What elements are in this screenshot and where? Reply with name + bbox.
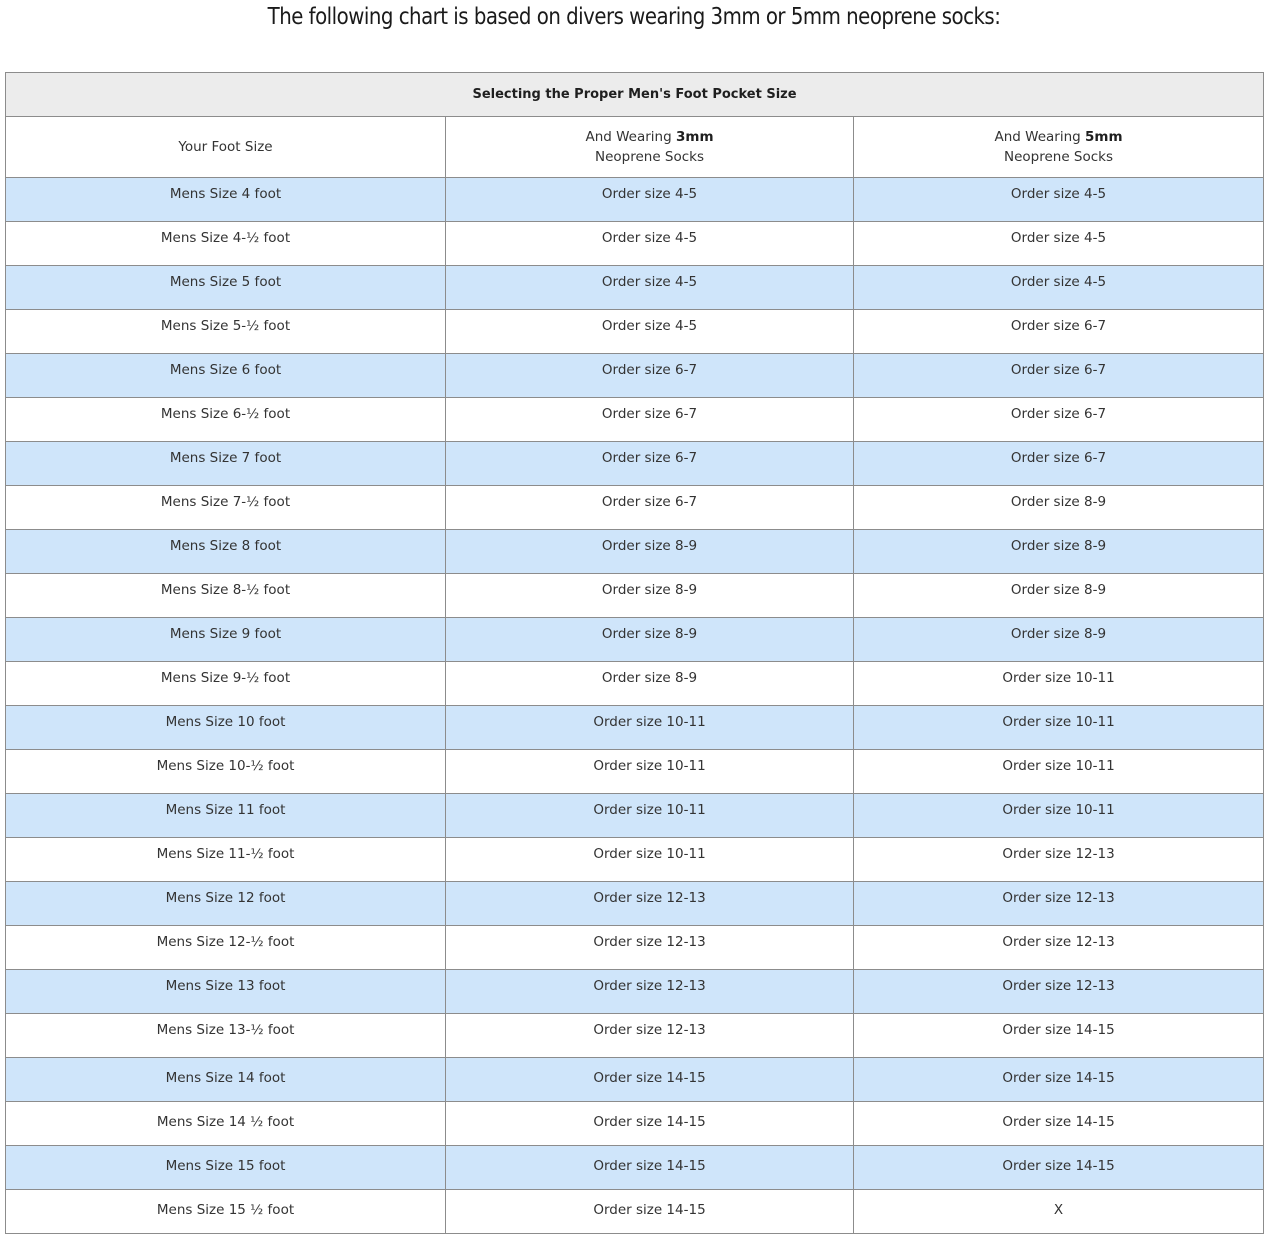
foot-size-cell-text: Mens Size 6-½ foot	[160, 405, 291, 422]
foot-size-cell	[6, 574, 446, 618]
foot-size-cell	[6, 530, 446, 574]
order-3mm-cell-text: Order size 6-7	[601, 361, 698, 378]
order-3mm-cell-text: Order size 6-7	[601, 449, 698, 466]
order-5mm-cell	[854, 1146, 1264, 1190]
order-5mm-cell-text: Order size 12-13	[1002, 845, 1115, 862]
order-3mm-cell	[446, 222, 854, 266]
foot-size-cell	[6, 310, 446, 354]
order-3mm-cell	[446, 970, 854, 1014]
order-3mm-cell-text: Order size 12-13	[593, 1021, 706, 1038]
foot-size-cell-text: Mens Size 11 foot	[165, 801, 286, 818]
table-row	[6, 442, 1264, 486]
order-5mm-cell	[854, 706, 1264, 750]
foot-size-cell-text: Mens Size 15 ½ foot	[156, 1201, 295, 1218]
order-5mm-cell-text: Order size 14-15	[1002, 1113, 1115, 1130]
order-3mm-cell	[446, 178, 854, 222]
order-5mm-cell-text: Order size 6-7	[1010, 449, 1107, 466]
order-5mm-cell	[854, 354, 1264, 398]
order-3mm-cell-text: Order size 14-15	[593, 1201, 706, 1218]
order-5mm-cell	[854, 398, 1264, 442]
foot-size-cell-text: Mens Size 7-½ foot	[160, 493, 291, 510]
order-3mm-cell-text: Order size 10-11	[593, 713, 706, 730]
order-3mm-cell	[446, 442, 854, 486]
order-3mm-cell	[446, 662, 854, 706]
table-row	[6, 794, 1264, 838]
table-body	[6, 178, 1264, 1234]
foot-size-cell-text: Mens Size 15 foot	[165, 1157, 286, 1174]
header-3mm-bold: 3mm	[675, 129, 714, 145]
foot-size-cell-text: Mens Size 4 foot	[169, 185, 282, 202]
foot-size-cell-text: Mens Size 13 foot	[165, 977, 286, 994]
order-5mm-cell-text: Order size 14-15	[1002, 1069, 1115, 1086]
foot-size-cell	[6, 1058, 446, 1102]
order-3mm-cell	[446, 1014, 854, 1058]
foot-size-cell-text: Mens Size 9 foot	[169, 625, 282, 642]
order-5mm-cell-text: Order size 6-7	[1010, 317, 1107, 334]
header-3mm-socks	[446, 117, 854, 178]
table-row	[6, 1146, 1264, 1190]
header-5mm-prefix: And Wearing	[994, 129, 1085, 145]
order-3mm-cell-text: Order size 6-7	[601, 493, 698, 510]
foot-size-cell	[6, 442, 446, 486]
order-3mm-cell	[446, 618, 854, 662]
order-3mm-cell	[446, 794, 854, 838]
foot-size-cell-text: Mens Size 13-½ foot	[156, 1021, 295, 1038]
order-5mm-cell	[854, 794, 1264, 838]
table-row	[6, 354, 1264, 398]
order-3mm-cell-text: Order size 8-9	[601, 669, 698, 686]
table-row	[6, 398, 1264, 442]
foot-size-cell	[6, 662, 446, 706]
foot-size-cell-text: Mens Size 9-½ foot	[160, 669, 291, 686]
table-row	[6, 618, 1264, 662]
order-3mm-cell	[446, 1058, 854, 1102]
foot-size-cell-text: Mens Size 12 foot	[165, 889, 286, 906]
foot-size-cell-text: Mens Size 8-½ foot	[160, 581, 291, 598]
table-row	[6, 1102, 1264, 1146]
foot-size-cell	[6, 486, 446, 530]
order-5mm-cell-text: Order size 8-9	[1010, 625, 1107, 642]
order-3mm-cell	[446, 1190, 854, 1234]
foot-size-cell	[6, 1190, 446, 1234]
table-row	[6, 574, 1264, 618]
foot-size-cell	[6, 398, 446, 442]
foot-size-cell	[6, 794, 446, 838]
foot-size-cell-text: Mens Size 14 foot	[165, 1069, 286, 1086]
order-3mm-cell	[446, 310, 854, 354]
foot-size-cell	[6, 1102, 446, 1146]
foot-size-cell-text: Mens Size 14 ½ foot	[156, 1113, 295, 1130]
order-5mm-cell	[854, 222, 1264, 266]
order-3mm-cell-text: Order size 12-13	[593, 977, 706, 994]
order-3mm-cell	[446, 882, 854, 926]
foot-size-cell	[6, 750, 446, 794]
order-5mm-cell	[854, 442, 1264, 486]
order-3mm-cell-text: Order size 10-11	[593, 801, 706, 818]
table-row	[6, 926, 1264, 970]
order-5mm-cell-text: Order size 10-11	[1002, 801, 1115, 818]
order-5mm-cell-text: Order size 12-13	[1002, 889, 1115, 906]
order-5mm-cell-text: Order size 4-5	[1010, 273, 1107, 290]
order-3mm-cell	[446, 266, 854, 310]
foot-size-cell-text: Mens Size 5 foot	[169, 273, 282, 290]
order-3mm-cell-text: Order size 10-11	[593, 757, 706, 774]
foot-size-cell-text: Mens Size 10 foot	[165, 713, 286, 730]
order-5mm-cell-text: Order size 6-7	[1010, 405, 1107, 422]
foot-size-cell	[6, 178, 446, 222]
table-row	[6, 706, 1264, 750]
order-5mm-cell	[854, 178, 1264, 222]
order-5mm-cell-text: Order size 4-5	[1010, 185, 1107, 202]
order-3mm-cell-text: Order size 4-5	[601, 317, 698, 334]
table-row	[6, 970, 1264, 1014]
foot-size-cell-text: Mens Size 5-½ foot	[160, 317, 291, 334]
order-3mm-cell-text: Order size 14-15	[593, 1113, 706, 1130]
order-5mm-cell-text: Order size 6-7	[1010, 361, 1107, 378]
header-5mm-socks	[854, 117, 1264, 178]
order-3mm-cell-text: Order size 10-11	[593, 845, 706, 862]
foot-size-cell-text: Mens Size 8 foot	[169, 537, 282, 554]
order-5mm-cell	[854, 662, 1264, 706]
table-row	[6, 530, 1264, 574]
order-3mm-cell	[446, 926, 854, 970]
order-3mm-cell-text: Order size 8-9	[601, 537, 698, 554]
order-5mm-cell	[854, 882, 1264, 926]
order-3mm-cell-text: Order size 8-9	[601, 625, 698, 642]
foot-size-cell	[6, 882, 446, 926]
table-header-row	[6, 117, 1264, 178]
order-5mm-cell	[854, 926, 1264, 970]
order-3mm-cell	[446, 1146, 854, 1190]
header-5mm-bold: 5mm	[1085, 129, 1123, 145]
foot-size-cell-text: Mens Size 6 foot	[169, 361, 282, 378]
foot-size-cell	[6, 926, 446, 970]
order-5mm-cell	[854, 1014, 1264, 1058]
order-3mm-cell	[446, 530, 854, 574]
foot-size-cell-text: Mens Size 4-½ foot	[160, 229, 291, 246]
order-5mm-cell-text: X	[1053, 1201, 1064, 1218]
table-row	[6, 222, 1264, 266]
order-5mm-cell	[854, 530, 1264, 574]
order-5mm-cell-text: Order size 4-5	[1010, 229, 1107, 246]
table-row	[6, 1014, 1264, 1058]
foot-size-cell	[6, 222, 446, 266]
order-5mm-cell	[854, 1190, 1264, 1234]
page-heading: The following chart is based on divers wearing 3mm or 5mm neoprene socks:	[267, 4, 1001, 30]
table-row	[6, 750, 1264, 794]
order-5mm-cell	[854, 310, 1264, 354]
order-5mm-cell	[854, 266, 1264, 310]
order-3mm-cell	[446, 398, 854, 442]
order-5mm-cell	[854, 486, 1264, 530]
order-3mm-cell	[446, 750, 854, 794]
foot-size-cell	[6, 706, 446, 750]
table-row	[6, 1190, 1264, 1234]
order-5mm-cell-text: Order size 14-15	[1002, 1157, 1115, 1174]
order-3mm-cell-text: Order size 14-15	[593, 1069, 706, 1086]
order-5mm-cell-text: Order size 8-9	[1010, 493, 1107, 510]
foot-size-cell	[6, 618, 446, 662]
order-5mm-cell	[854, 970, 1264, 1014]
order-5mm-cell-text: Order size 8-9	[1010, 537, 1107, 554]
order-5mm-cell	[854, 1058, 1264, 1102]
table-row	[6, 1058, 1264, 1102]
order-3mm-cell-text: Order size 14-15	[593, 1157, 706, 1174]
order-3mm-cell	[446, 574, 854, 618]
header-your-foot-size: Your Foot Size	[6, 117, 446, 178]
order-3mm-cell	[446, 354, 854, 398]
table-row	[6, 266, 1264, 310]
header-3mm-prefix: And Wearing	[585, 129, 676, 145]
table-row	[6, 662, 1264, 706]
foot-pocket-size-table	[5, 72, 1264, 1234]
order-3mm-cell	[446, 486, 854, 530]
order-5mm-cell	[854, 574, 1264, 618]
table-row	[6, 310, 1264, 354]
order-3mm-cell-text: Order size 4-5	[601, 229, 698, 246]
foot-size-cell	[6, 838, 446, 882]
foot-size-cell	[6, 266, 446, 310]
table-row	[6, 486, 1264, 530]
foot-size-cell-text: Mens Size 10-½ foot	[156, 757, 295, 774]
order-5mm-cell	[854, 618, 1264, 662]
order-3mm-cell-text: Order size 12-13	[593, 889, 706, 906]
order-5mm-cell	[854, 1102, 1264, 1146]
order-5mm-cell	[854, 838, 1264, 882]
foot-size-cell	[6, 970, 446, 1014]
order-3mm-cell-text: Order size 6-7	[601, 405, 698, 422]
order-3mm-cell-text: Order size 8-9	[601, 581, 698, 598]
order-5mm-cell-text: Order size 8-9	[1010, 581, 1107, 598]
foot-size-cell-text: Mens Size 12-½ foot	[156, 933, 295, 950]
table-row	[6, 882, 1264, 926]
foot-size-cell-text: Mens Size 7 foot	[169, 449, 282, 466]
order-5mm-cell-text: Order size 12-13	[1002, 977, 1115, 994]
table-row	[6, 178, 1264, 222]
order-3mm-cell	[446, 838, 854, 882]
table-caption-row	[6, 73, 1264, 117]
order-5mm-cell-text: Order size 12-13	[1002, 933, 1115, 950]
order-5mm-cell-text: Order size 10-11	[1002, 669, 1115, 686]
order-3mm-cell-text: Order size 12-13	[593, 933, 706, 950]
order-3mm-cell-text: Order size 4-5	[601, 185, 698, 202]
foot-size-cell	[6, 1014, 446, 1058]
order-5mm-cell-text: Order size 10-11	[1002, 713, 1115, 730]
order-3mm-cell	[446, 706, 854, 750]
order-5mm-cell-text: Order size 14-15	[1002, 1021, 1115, 1038]
foot-size-cell	[6, 354, 446, 398]
order-5mm-cell-text: Order size 10-11	[1002, 757, 1115, 774]
order-3mm-cell	[446, 1102, 854, 1146]
table-caption: Selecting the Proper Men's Foot Pocket Size	[6, 73, 1264, 117]
order-5mm-cell	[854, 750, 1264, 794]
header-3mm-suffix: Neoprene Socks	[594, 149, 705, 165]
foot-size-cell	[6, 1146, 446, 1190]
table-row	[6, 838, 1264, 882]
order-3mm-cell-text: Order size 4-5	[601, 273, 698, 290]
foot-size-cell-text: Mens Size 11-½ foot	[156, 845, 295, 862]
header-5mm-suffix: Neoprene Socks	[1003, 149, 1114, 165]
